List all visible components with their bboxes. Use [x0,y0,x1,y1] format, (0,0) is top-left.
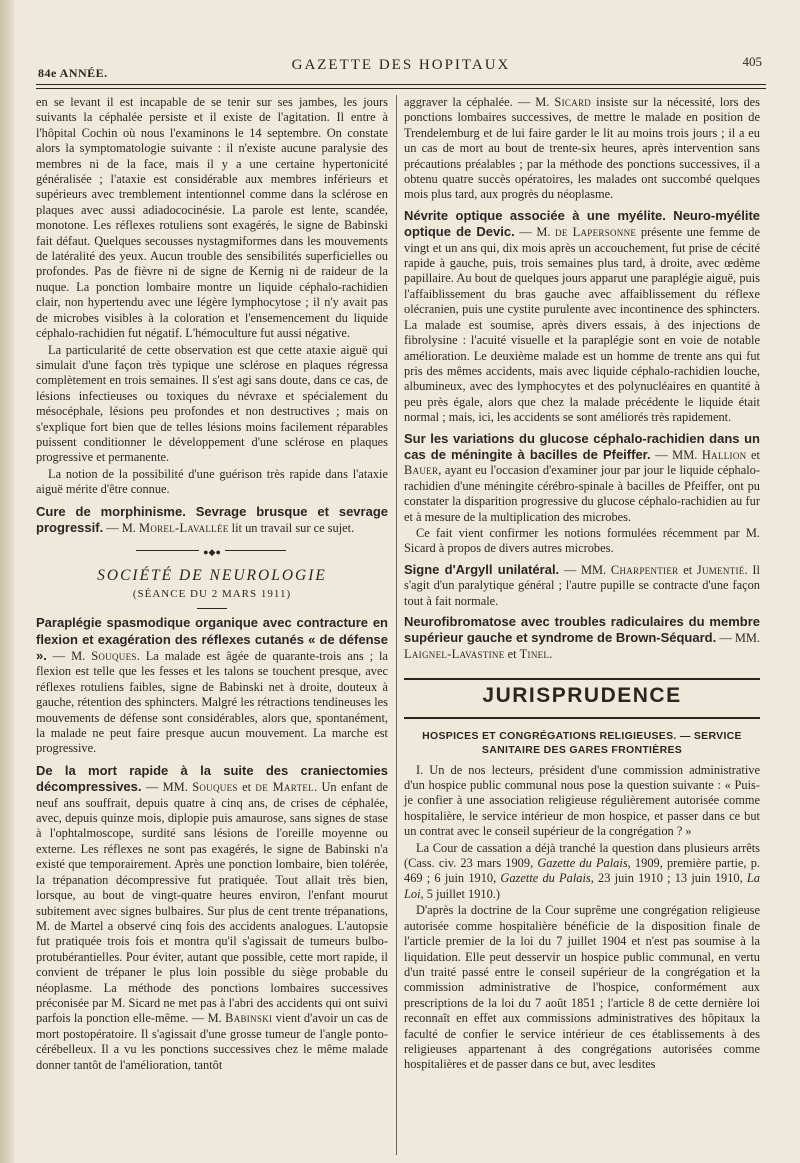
article-text: présente une femme de vingt et un ans qui, dix mois après un accouchement, fut prise de cécité rapide à gauche, puis, trois semaines plus tard, à droite, avec œdème papillaire. Au bout de quelques jours apparut une paraplégie aiguë, puis l'affaiblissement du bras gauche avec affaiblissement du réflexe olécranien, puis une cystite purulente avec incontinence des sphincters. La malade est soumise, après divers essais, à des injections de fibrolysine : l'acuité visuelle et la paraplégie sont en voie de notable amélioration. Le deuxième malade est un homme de trente ans qui fut pris des mêmes accidents, mais avec liquide céphalo-rachidien louche, albumineux, avec des lymphocytes et des polynucléaires en quantité à peu près égale, alors que chez la malade précédente le liquide était normal ; mais, ici, les accidents se sont améliorés très rapidement. [404,225,760,425]
conjunction: et [504,646,520,661]
article-neurofibromatose [404,614,760,662]
author: Hallion [701,447,747,462]
dash: — M. [46,649,92,663]
article-title: De la mort rapide à la suite des craniectomies décompressives. [36,762,388,795]
author: de Martel [255,780,314,795]
right-column [404,95,760,1074]
citation: La Loi [404,871,760,901]
article-text: , ayant eu l'occasion d'examiner jour par jour le liquide céphalo-rachidien d'une méningite cérébro-spinale à bacilles de Pfeiffer, ont pu constater la disparition progressive du glucose céphalo-rachidien au fur et à mesure de la multiplication des microbes. [404,463,760,524]
text: , 5 juillet 1910.) [420,886,501,901]
left-column [36,95,388,1074]
short-rule [197,608,227,609]
article-title: Névrite optique associée à une myélite. Neuro-myélite optique de Devic. [404,207,760,240]
conjunction: et [746,447,760,462]
author: Bauer [404,463,439,478]
text: La Cour de cassation a déjà tranché la question dans plusieurs arrêts (Cass. civ. 23 mars 1909, [404,840,760,871]
dash: — MM. [716,631,760,646]
section-title: SOCIÉTÉ DE NEUROLOGIE [97,567,327,585]
text: aggraver la céphalée. — M. [404,95,555,109]
dash: — MM. [559,562,611,577]
page-header [36,52,766,78]
conjunction: et [678,562,697,577]
article-text: vient d'avoir un cas de mort postopératoire. Il s'agissait d'une grosse tumeur de l'angle ponto-cérébelleux. Il a vu les ponctions successives chez le même malade donner tantôt de l'amélioration, tantôt [36,1011,388,1072]
dash: — MM. [650,447,702,462]
author: Sicard [554,95,592,109]
dash: — M. [103,520,139,535]
article-title: Signe d'Argyll unilatéral. [404,561,560,577]
author: Souques [192,780,238,795]
page-number: 405 [742,54,762,69]
author: Laignel-Lavastine [404,646,505,661]
article-text: . La malade est âgée de quarante-trois ans ; la flexion est telle que les fesses et les talons se touchent presque, avec réflexes rotuliens faibles, signe de Babinski net à droite, douteux à gauche, rétention des sphincters. Malgré les rétractions tendineuses les mouvements de défense sont considérables, alors que, spontanément, la malade ne peut faire presque aucun mouvement. La marche est progressive. [36,649,388,756]
text: , 1909, première partie, p. 469 ; 6 juin 1910, [404,856,760,886]
text: . [549,646,553,661]
author: Jumentié [696,562,745,577]
section-subtitle: HOSPICES ET CONGRÉGATIONS RELIGIEUSES. — SERVICE SANITAIRE DES GARES FRONTIÈRES [422,729,742,756]
section-banner [404,678,760,718]
page-edge [0,0,14,1163]
author: de Lapersonne [555,225,637,240]
author: Babinski [225,1011,273,1026]
header-rule [36,84,766,85]
section-title: JURISPRUDENCE [482,684,682,708]
article-argyll [404,562,760,609]
dash: — M. [514,225,556,240]
article-morphinisme [36,504,388,537]
article-title: Neurofibromatose avec troubles radiculaires du membre supérieur gauche et syndrome de Brown-Séquard. [404,614,760,646]
paragraph: Ce fait vient confirmer les notions formulées récemment par M. Sicard à propos de divers autres microbes. [404,525,760,556]
author: Morel-Lavallée [139,520,229,535]
article-text: lit un travail sur ce sujet. [228,520,355,535]
article-text: . Un enfant de neuf ans souffrait, depuis quatre à cinq ans, de crises de céphalée, avec, depuis quinze mois, diplopie puis amaurose, sans signes de stase à l'ophtalmoscope, surdité sans lésions de l'oreille moyenne ou externe. Les réflexes ne sont pas exagérés, le signe de Babinski n'a existé que temporairement. Après une ponction lombaire, bien tolérée, la trépanation décompressive fut pratiquée. Tout allait très bien, lorsque, au bout de vingt-quatre heures environ, l'enfant mourut subitement avec signes bulbaires. Sur plus de cent trente trépanations, M. de Martel a observé cinq fois des accidents analogues. L'autopsie fut pratiquée trois fois et montra qu'il s'agissait de tumeurs bulbo-protubérantielles. Pour éviter, autant que possible, cette mort rapide, il convient de trépaner le plus loin possible du siège probable du néoplasme. La méthode des ponctions lombaires successives préconisée par M. Sicard ne met pas à l'abri des accidents qui ont suivi parfois la ponction elle-même. — M. [36,780,389,1026]
session-date: (SÉANCE DU 2 MARS 1911) [132,587,292,600]
citation: Gazette du Palais [537,856,628,871]
journal-title: GAZETTE DES HOPITAUX [291,57,511,73]
article-title: Paraplégie spasmodique organique avec contracture en flexion et exagération des réflexes cutanés « de défense ». [36,615,388,663]
paragraph: La notion de la possibilité d'une guérison très rapide dans l'ataxie aiguë mérite d'être connue. [36,466,388,497]
paragraph: I. Un de nos lecteurs, président d'une commission administrative d'un hospice public communal nous pose la question suivante : « Puis-je confier à une association religieuse régulièrement autorisée comme hospitalière, le service intérieur de mon hospice, et passer dans ce but un contrat avec le conseil supérieur de la congrégation ? » [404,762,760,839]
paragraph [404,841,760,903]
citation: Gazette du Palais [500,871,591,886]
ornament-divider: ●◆● [36,544,388,558]
paragraph: D'après la doctrine de la Cour suprême une congrégation religieuse autorisée comme hospitalière bénéficie de la disposition finale de l'article premier de la loi du 7 juillet 1904 et n'est pas soumise à la liquidation. Elle peut desservir un hospice public communal, en vertu d'un traité passé entre le conseil supérieur de la congrégation et la commission administrative de l'hospice, conformément aux prescriptions de la loi du 7 août 1851 ; l'article 8 de cette dernière loi reconnaît en effet aux commissions administratives des hôpitaux la faculté de confier le service intérieur de ces établissements à des religieuses appartenant à des congrégations autorisées comme hospitalières et de passer dans ce but, avec lesdites [404,903,760,1072]
article-craniectomies [36,763,388,1073]
paragraph: en se levant il est incapable de se tenir sur ses jambes, les jours suivants la céphalée persiste et il existe de l'agitation. Il entre à l'hôpital Cochin où nous l'examinons le 14 septembre. On constate alors la symptomatologie suivante : il n'existe aucune paralysie des membres ni de la face, mais il y a une certaine hypertonicité généralisée ; l'ataxie est considérable aux membres inférieurs et supérieurs avec tremblement intentionnel comme dans la sclérose en plaques avec aussi adiadococinésie. La parole est lente, scandée, monotone. Les réflexes rotuliens sont exagérés, le signe de Babinski fait défaut. Quelques secousses nystagmiformes dans les mouvements de latéralité des yeux. Aucun trouble des sensibilités superficielles ou profondes. Pas de fièvre ni de signe de Kernig ni de raideur de la nuque. La ponction lombaire montre un liquide céphalo-rachidien clair, non hypertendu avec une légère lymphocytose ; il n'y avait pas de microbes visibles à la coloration et l'ensemencement du liquide céphalo-rachidien fut négatif. L'hémoculture fut aussi négative. [36,95,388,341]
text: , 23 juin 1910 ; 13 juin 1910, [590,871,747,886]
author: Tinel [519,646,550,661]
text: insiste sur la nécessité, lors des ponctions lombaires successives, de mettre le malade en position de Trendelemburg et de lui faire garder le lit au moins trois jours ; il a eu un cas de mort au bout de trente-six heures, après intervention sans précautions préalables ; par la méthode des ponctions successives, il a obtenu quatre succès opératoires, les malades ont succombé quelques mois plus tard, aux progrès du néoplasme. [404,95,761,202]
article-nevrite [404,208,760,426]
header-rule-thin [36,88,766,89]
article-title: Cure de morphinisme. Sevrage brusque et sevrage progressif. [36,503,388,535]
article-paraplegie [36,615,388,757]
paragraph [404,95,760,203]
article-title: Sur les variations du glucose céphalo-rachidien dans un cas de méningite à bacilles de Pfeiffer. [404,430,760,462]
author: Souques [91,649,137,663]
dash: — MM. [141,780,193,795]
conjunction: et [237,780,256,795]
issue-label: 84e ANNÉE. [38,66,108,80]
article-text: . Il s'agit d'un paralytique général ; l'autre pupille se contracte d'une façon tout à fait normale. [404,562,760,608]
column-divider [396,95,397,1155]
article-glucose [404,431,760,525]
author: Charpentier [610,562,679,577]
paragraph: La particularité de cette observation est que cette ataxie aiguë qui simulait d'une façon très typique une sclérose en plaques régressa complètement en trois semaines. Il s'est agi sans doute, dans ce cas, de lésions infectieuses ou toxiques du névraxe et spécialement du mésocéphale, lésions peu profondes et non destructives ; mais on s'explique fort bien que de telles lésions moins facilement réparables puissent conditionner le développement d'une sclérose en plaques progressive et permanente. [36,342,388,465]
